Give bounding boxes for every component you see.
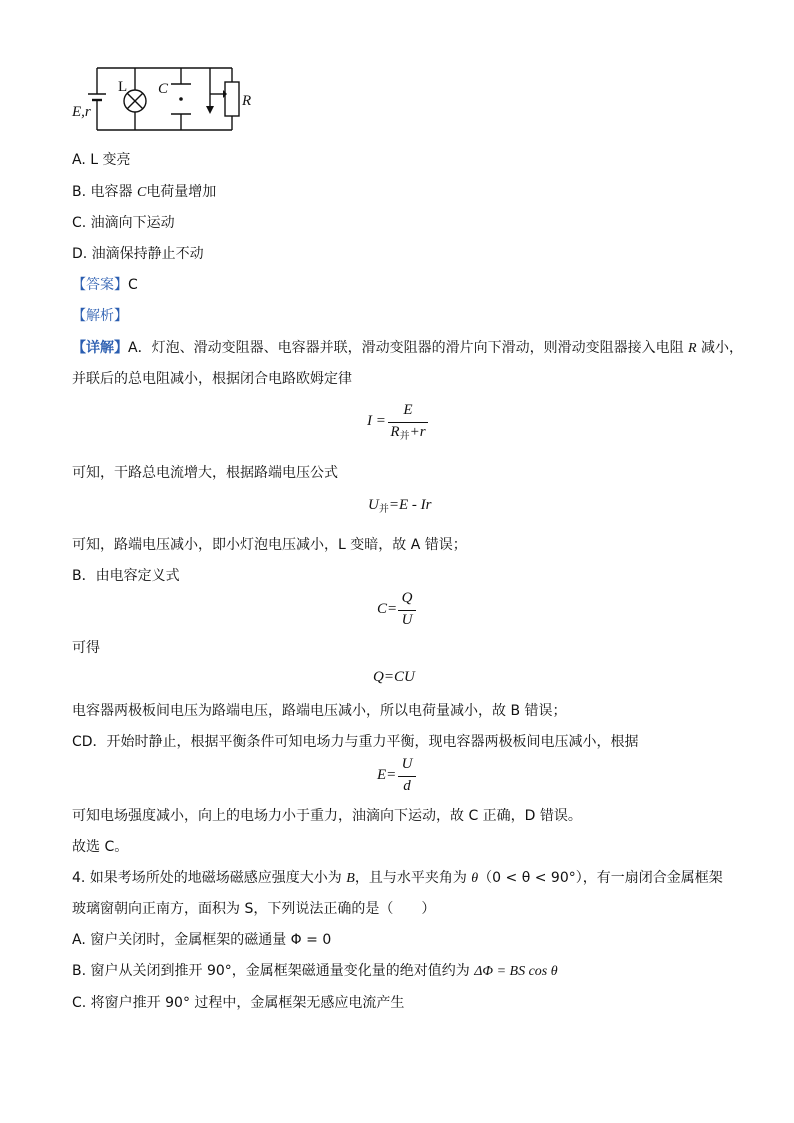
- detail-tag: 【详解】: [72, 340, 128, 356]
- answer-line: [72, 275, 138, 295]
- battery-label: E,r: [72, 104, 91, 120]
- detail-line-10: 故选 C。: [72, 839, 129, 855]
- question4-line-2: 玻璃窗朝向正南方，面积为 S，下列说法正确的是（ ）: [72, 901, 436, 917]
- detail-line-8: CD．开始时静止，根据平衡条件可知电场力与重力平衡，现电容器两极板间电压减小，根据: [72, 734, 639, 750]
- detail-line-1: 【详解】A．灯泡、滑动变阻器、电容器并联，滑动变阻器的滑片向下滑动，则滑动变阻器接入电阻 R 减小，: [72, 340, 744, 356]
- question4-option-a: A. 窗户关闭时，金属框架的磁通量 Φ = 0: [72, 932, 332, 948]
- detail-line-6: 可得: [72, 640, 100, 656]
- analysis-tag: 【解析】: [72, 308, 128, 324]
- equation-terminal-voltage: $U_并=E - Ir$: [368, 497, 432, 515]
- detail-line-4: 可知，路端电压减小，即小灯泡电压减小，L 变暗，故 A 错误；: [72, 537, 467, 553]
- detail-line-2: 并联后的总电阻减小，根据闭合电路欧姆定律: [72, 371, 352, 387]
- question4-line-1: 4. 如果考场所处的地磁场磁感应强度大小为 B，且与水平夹角为 θ（0 < θ < 90°），有一扇闭合金属框架: [72, 870, 723, 886]
- detail-line-9: 可知电场强度减小，向上的电场力小于重力，油滴向下运动，故 C 正确，D 错误。: [72, 808, 582, 824]
- question4-option-b: B. 窗户从关闭到推开 90°，金属框架磁通量变化量的绝对值约为 ΔΦ = BS cos θ: [72, 963, 558, 979]
- answer-value: C: [128, 277, 138, 293]
- answer-tag: 【答案】: [72, 277, 128, 293]
- detail-line-7: 电容器两极板间电压为路端电压，路端电压减小，所以电荷量减小，故 B 错误；: [72, 703, 567, 719]
- question4-option-c: C. 将窗户推开 90° 过程中，金属框架无感应电流产生: [72, 995, 405, 1011]
- capacitor-label: C: [158, 81, 169, 97]
- circuit-diagram: [68, 60, 258, 140]
- option-c: C. 油滴向下运动: [72, 215, 175, 231]
- equation-charge: Q=CU: [373, 669, 415, 685]
- lamp-label: L: [118, 79, 128, 95]
- detail-line-5: B．由电容定义式: [72, 568, 180, 584]
- detail-line-3: 可知，干路总电流增大，根据路端电压公式: [72, 465, 338, 481]
- option-a: A. L 变亮: [72, 152, 131, 168]
- rheostat-label: R: [242, 93, 252, 109]
- option-b: B. 电容器 C电荷量增加: [72, 184, 217, 200]
- option-d: D. 油滴保持静止不动: [72, 246, 204, 262]
